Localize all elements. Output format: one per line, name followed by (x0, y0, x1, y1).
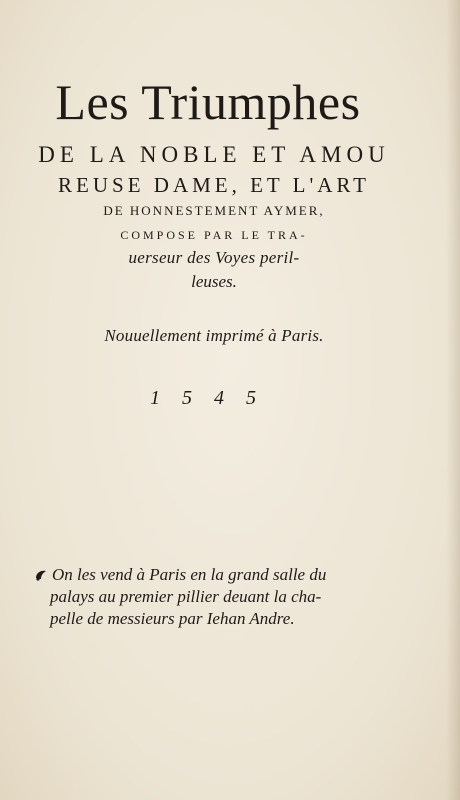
fleuron-icon (34, 568, 48, 582)
title-line-6: leuses. (191, 272, 237, 291)
colophon-line-1 (34, 564, 384, 586)
title-line-2: REUSE DAME, ET L'ART (58, 173, 370, 197)
title-line-3: DE HONNESTEMENT AYMER, (103, 203, 325, 218)
page-edge-shadow (446, 0, 460, 800)
publication-year: 1545 (150, 387, 278, 409)
title-line-5: uerseur des Voyes peril- (128, 248, 300, 267)
colophon-text-1: On les vend à Paris en la grand salle du (52, 565, 327, 584)
colophon-line-2: palays au premier pillier deuant la cha- (50, 587, 322, 606)
title-line-4: COMPOSE PAR LE TRA- (120, 228, 308, 242)
title-line-1: DE LA NOBLE ET AMOU (38, 142, 390, 167)
page-title: Les Triumphes (55, 74, 361, 130)
colophon-line-3: pelle de messieurs par Iehan Andre. (50, 609, 295, 628)
imprint-line: Nouuellement imprimé à Paris. (104, 326, 324, 345)
colophon (34, 564, 384, 630)
